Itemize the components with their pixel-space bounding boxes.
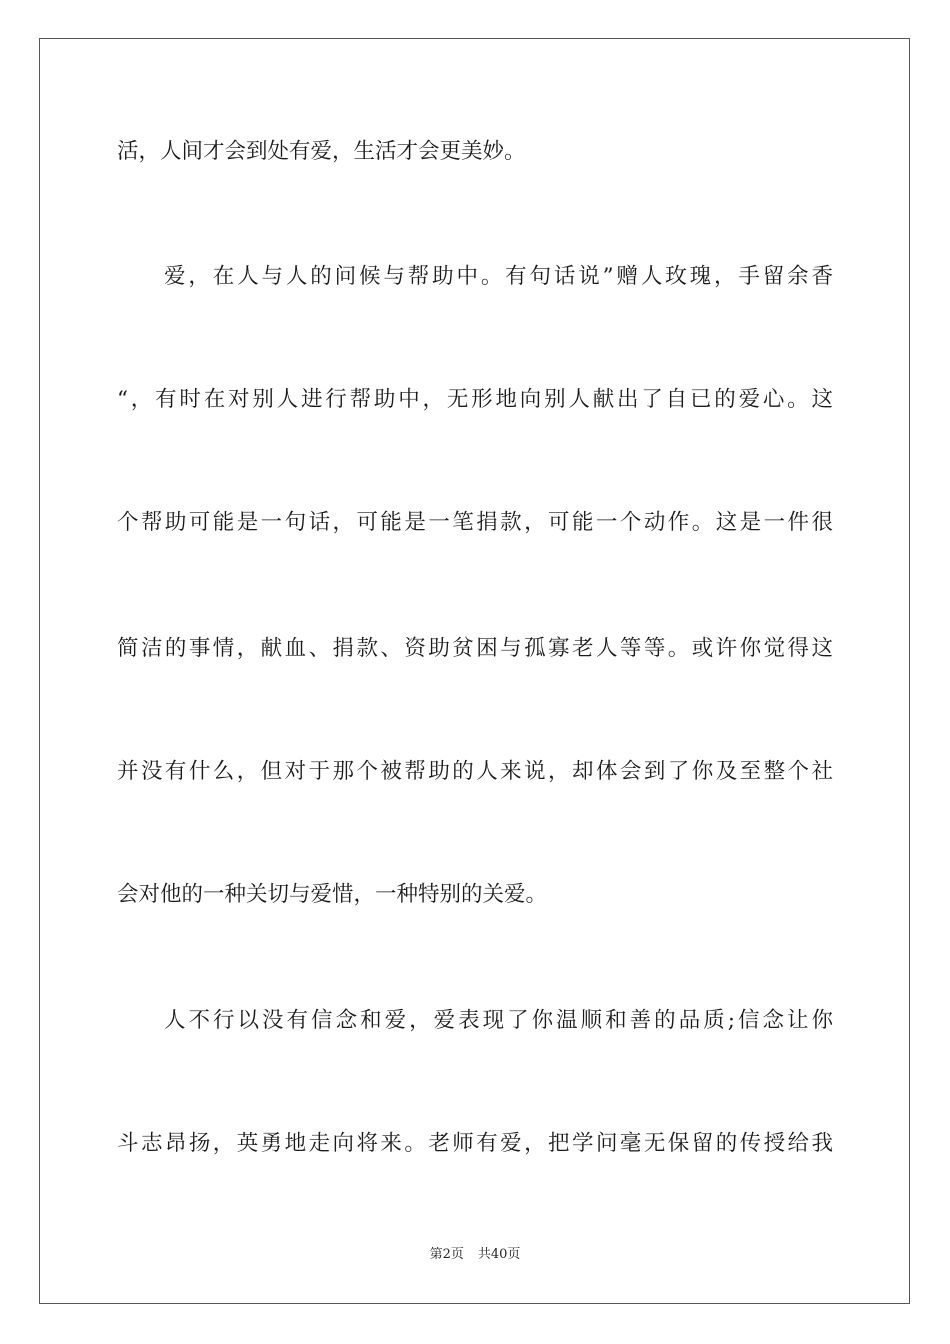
body-text-line-2: 爱，在人与人的问候与帮助中。有句话说”赠人玫瑰，手留余香 [164, 264, 833, 289]
page-total: 共40页 [477, 1247, 521, 1262]
page-footer [0, 1246, 950, 1264]
body-text-line-4: 个帮助可能是一句话，可能是一笔捐款，可能一个动作。这是一件很 [117, 510, 833, 535]
body-text-line-3: “，有时在对别人进行帮助中，无形地向别人献出了自已的爱心。这 [117, 387, 833, 412]
page-border [39, 38, 910, 1304]
body-text-line-6: 并没有什么，但对于那个被帮助的人来说，却体会到了你及至整个社 [117, 759, 833, 784]
body-text-line-1: 活，人间才会到处有爱，生活才会更美妙。 [117, 139, 526, 164]
body-text-line-8: 人不行以没有信念和爱，爱表现了你温顺和善的品质;信念让你 [164, 1008, 833, 1033]
body-text-line-5: 简洁的事情，献血、捐款、资助贫困与孤寡老人等等。或许你觉得这 [117, 636, 833, 661]
body-text-line-7: 会对他的一种关切与爱惜，一种特别的关爱。 [117, 882, 548, 907]
body-text-line-9: 斗志昂扬，英勇地走向将来。老师有爱，把学问毫无保留的传授给我 [117, 1131, 833, 1156]
page-number: 第2页 [429, 1247, 464, 1262]
